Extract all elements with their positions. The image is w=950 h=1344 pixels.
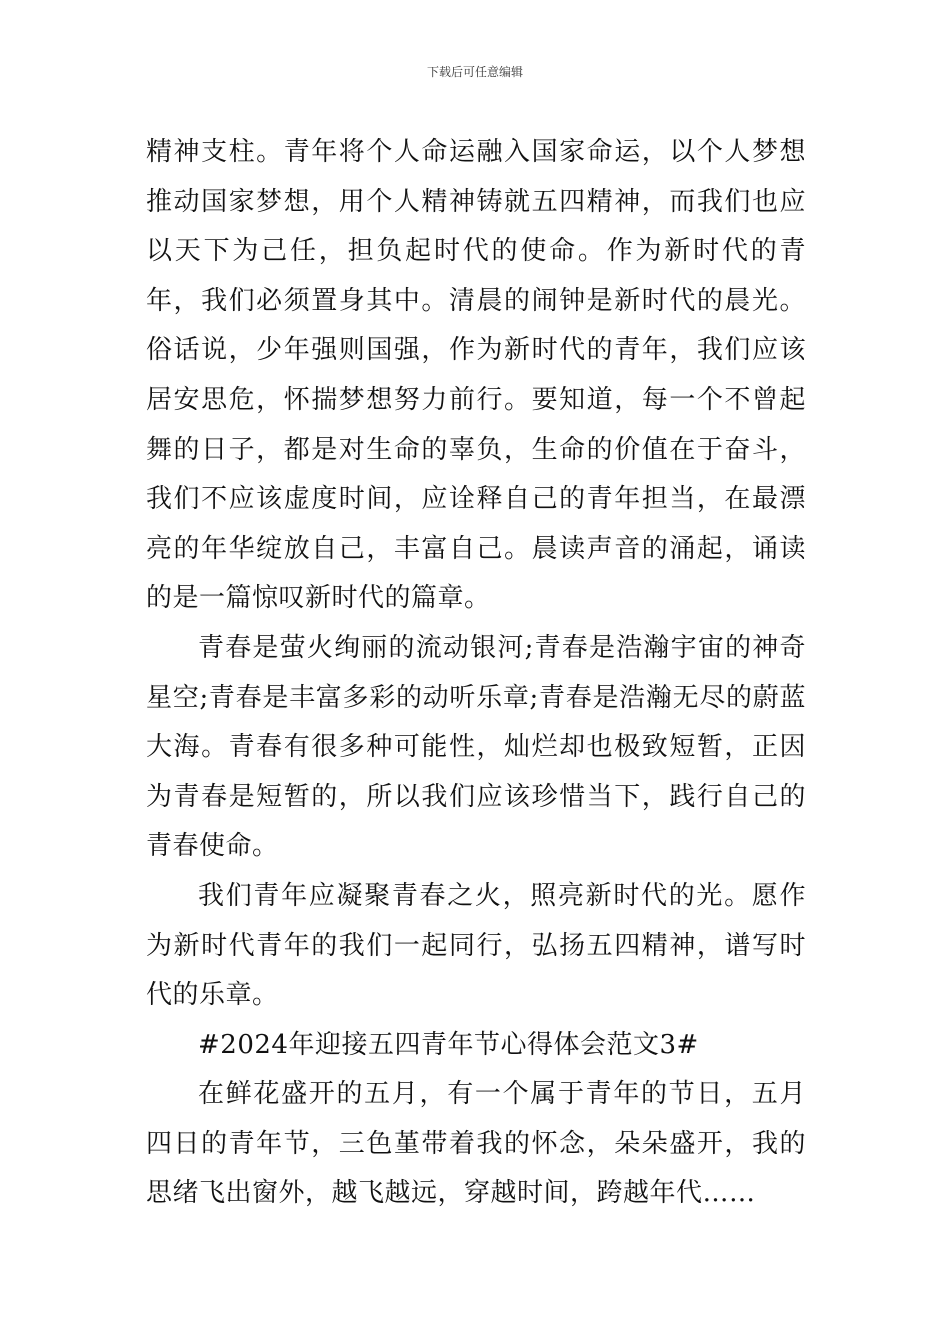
section-heading: #2024年迎接五四青年节心得体会范文3# <box>198 1029 699 1060</box>
document-body <box>146 128 806 1219</box>
paragraph-youth-fire: 我们青年应凝聚青春之火，照亮新时代的光。愿作为新时代青年的我们一起同行，弘扬五四精神，谱写时代的乐章。 <box>146 880 806 1011</box>
paragraph-youth-metaphors: 青春是萤火绚丽的流动银河;青春是浩瀚宇宙的神奇星空;青春是丰富多彩的动听乐章;青春是浩瀚无尽的蔚蓝大海。青春有很多种可能性，灿烂却也极致短暂，正因为青春是短暂的，所以我们应该珍惜当下，践行自己的青春使命。 <box>146 632 806 862</box>
page-header-note: 下载后可任意编辑 <box>426 65 523 79</box>
paragraph-may-fourth: 在鲜花盛开的五月，有一个属于青年的节日，五月四日的青年节，三色堇带着我的怀念，朵朵盛开，我的思绪飞出窗外，越飞越远，穿越时间，跨越年代…… <box>146 1079 806 1209</box>
paragraph-continuation: 精神支柱。青年将个人命运融入国家命运，以个人梦想推动国家梦想，用个人精神铸就五四精神，而我们也应以天下为己任，担负起时代的使命。作为新时代的青年，我们必须置身其中。清晨的闹钟是新时代的晨光。俗话说，少年强则国强，作为新时代的青年，我们应该居安思危，怀揣梦想努力前行。要知道，每一个不曾起舞的日子，都是对生命的辜负，生命的价值在于奋斗，我们不应该虚度时间，应诠释自己的青年担当，在最漂亮的年华绽放自己，丰富自己。晨读声音的涌起，诵读的是一篇惊叹新时代的篇章。 <box>146 137 806 614</box>
